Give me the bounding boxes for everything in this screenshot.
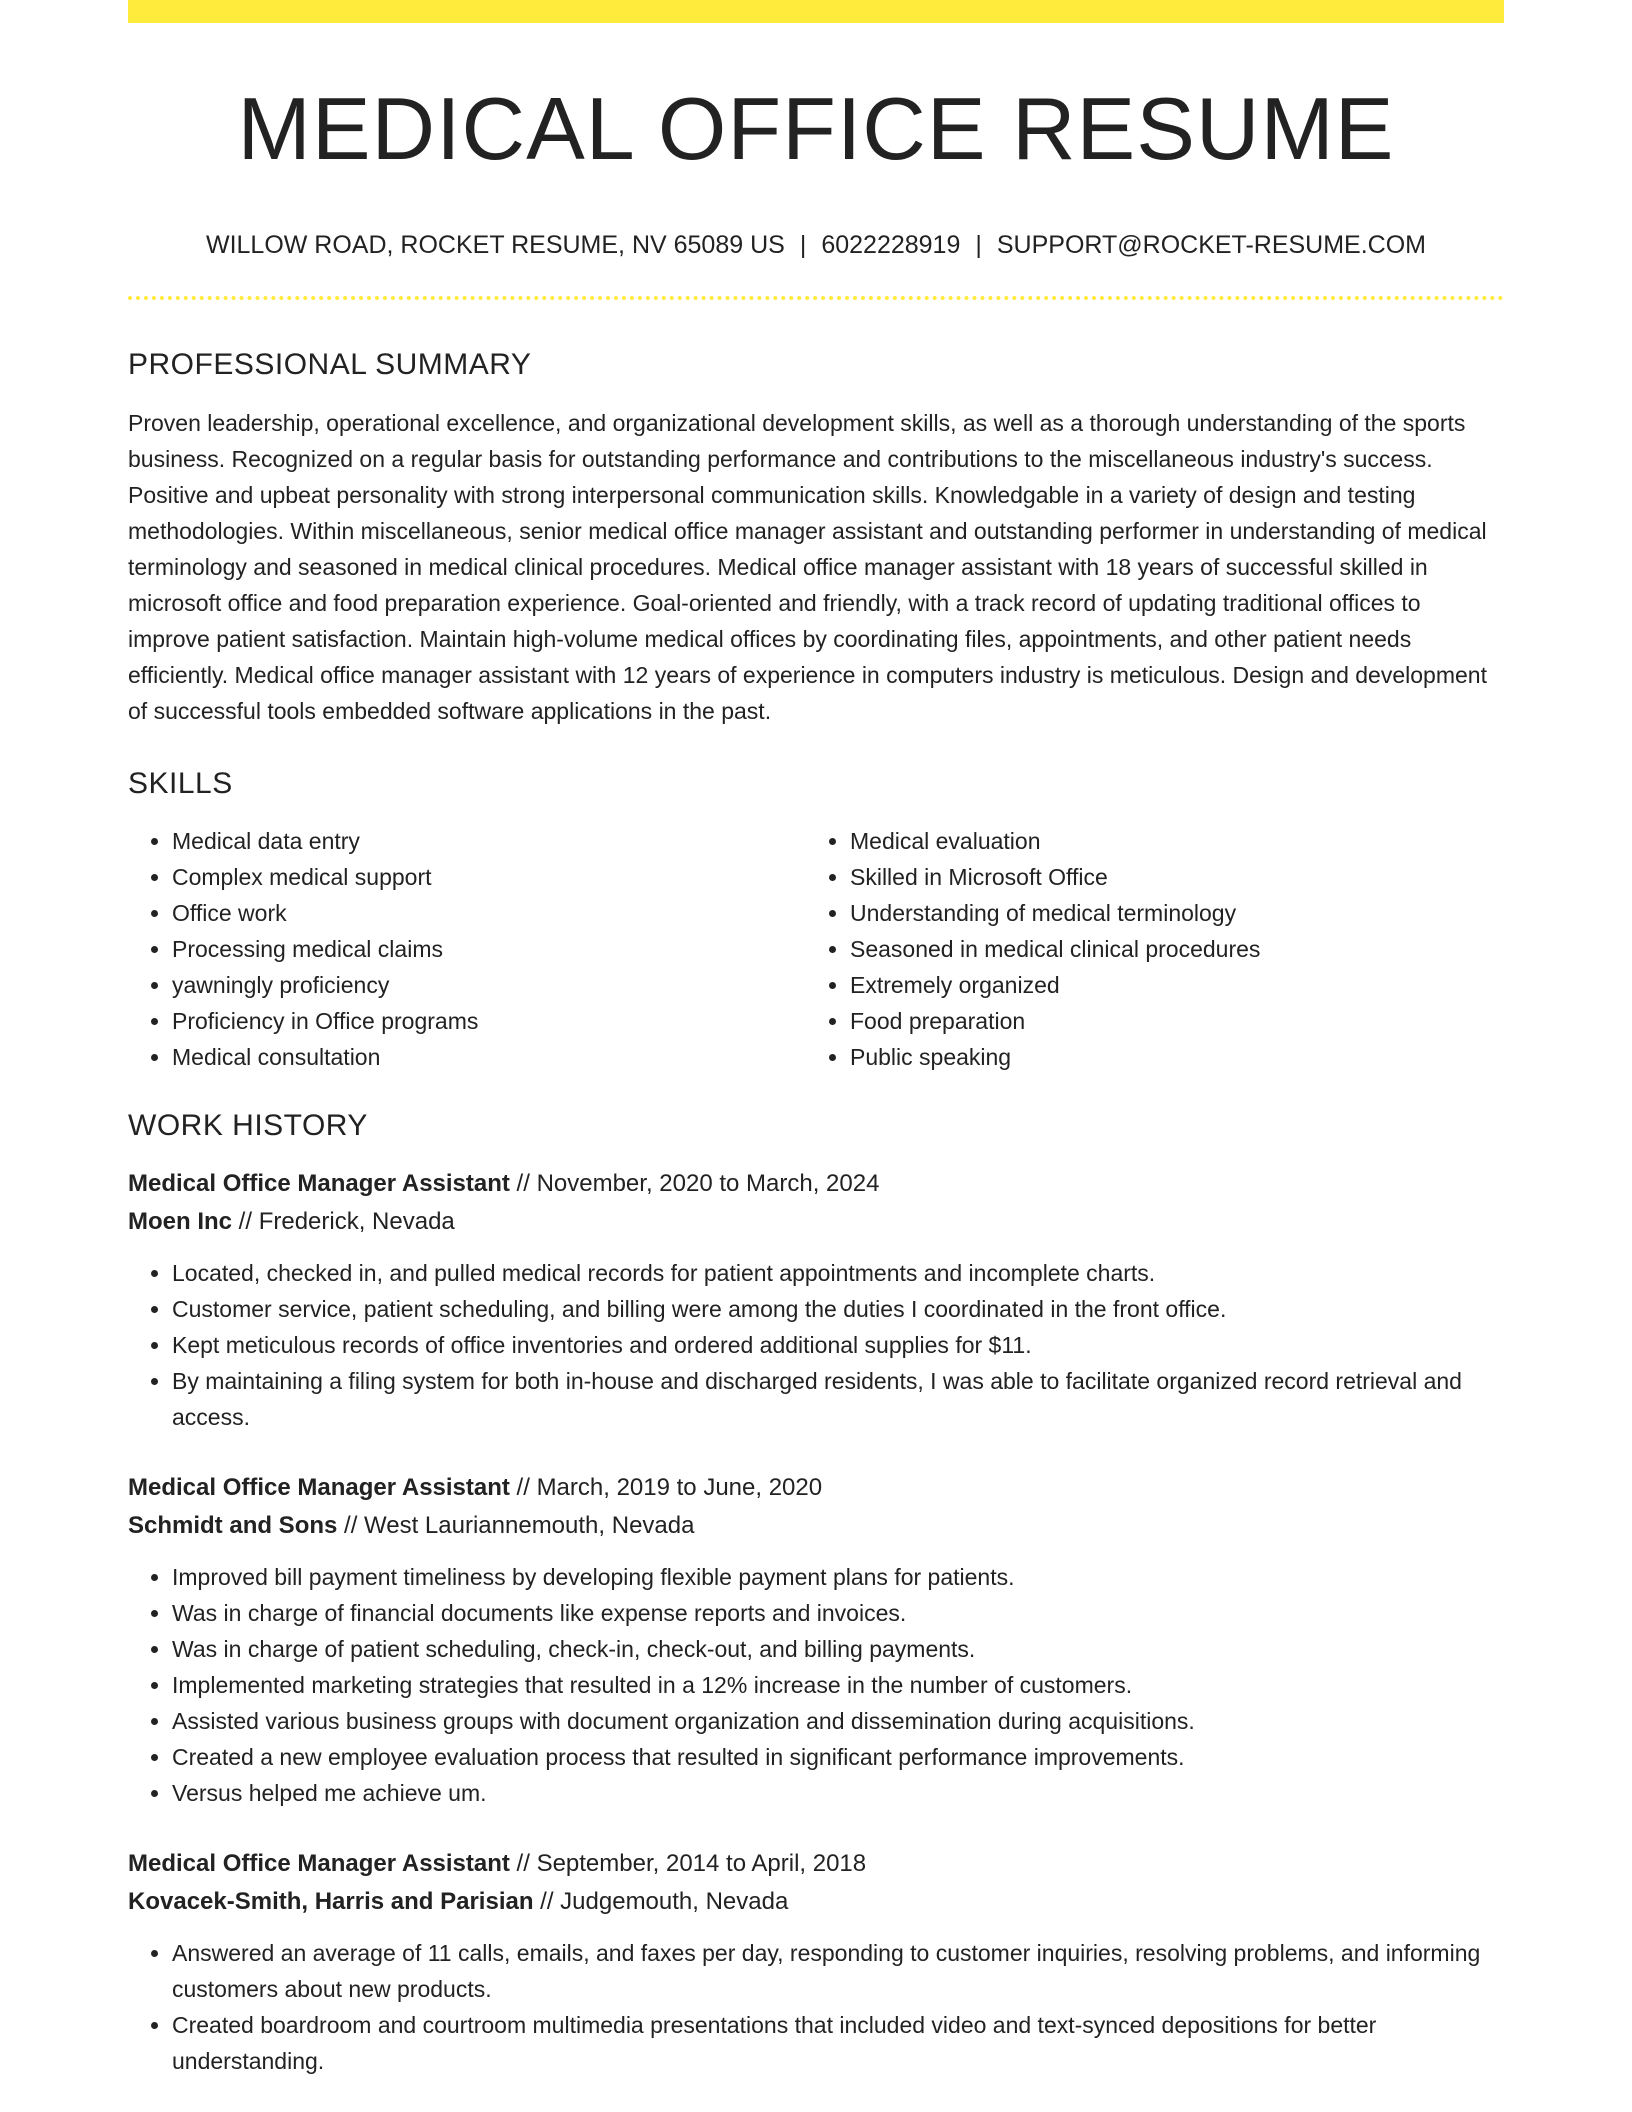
job-dates: // November, 2020 to March, 2024 — [509, 1170, 880, 1197]
job-title: Medical Office Manager Assistant — [128, 1850, 510, 1877]
skill-item: • Proficiency in Office programs — [172, 1003, 806, 1039]
duty-item: • Versus helped me achieve um. — [172, 1775, 1504, 1811]
duty-item: • Kept meticulous records of office inventories and ordered additional supplies for $11. — [172, 1327, 1504, 1363]
resume-title: MEDICAL OFFICE RESUME — [237, 79, 1395, 178]
duty-item: • By maintaining a filing system for both in-house and discharged residents, I was able to facilitate organized record retrieval and access. — [172, 1363, 1504, 1435]
skill-item: • Medical consultation — [172, 1039, 806, 1075]
top-accent-bar — [128, 0, 1504, 23]
duty-item: • Was in charge of patient scheduling, check-in, check-out, and billing payments. — [172, 1631, 1504, 1667]
summary-heading: PROFESSIONAL SUMMARY — [128, 348, 532, 381]
skill-item: • Complex medical support — [172, 859, 806, 895]
resume-page — [128, 0, 1504, 2079]
contact-phone: 6022228919 — [821, 231, 961, 259]
job-company: Kovacek-Smith, Harris and Parisian — [128, 1888, 534, 1915]
job-title-line — [128, 1845, 1504, 1883]
job-title-line — [128, 1469, 1504, 1507]
duty-item: • Located, checked in, and pulled medical records for patient appointments and incomplete charts. — [172, 1255, 1504, 1291]
duty-item: • Answered an average of 11 calls, emails, and faxes per day, responding to customer inquiries, resolving problems, and informing customers about new products. — [172, 1935, 1504, 2007]
skill-item: • Office work — [172, 895, 806, 931]
skill-item: • Public speaking — [850, 1039, 1484, 1075]
job-title: Medical Office Manager Assistant — [128, 1474, 510, 1501]
job-location: // Frederick, Nevada — [232, 1208, 455, 1235]
duty-item: • Improved bill payment timeliness by developing flexible payment plans for patients. — [172, 1559, 1504, 1595]
duty-item: • Created boardroom and courtroom multimedia presentations that included video and text-synced depositions for better understanding. — [172, 2007, 1504, 2079]
duty-item: • Assisted various business groups with document organization and dissemination during acquisitions. — [172, 1703, 1504, 1739]
job-duties — [128, 1255, 1504, 1435]
duty-item: • Customer service, patient scheduling, and billing were among the duties I coordinated in the front office. — [172, 1291, 1504, 1327]
skill-item: • Food preparation — [850, 1003, 1484, 1039]
skills-list — [128, 823, 1504, 1075]
skills-heading: SKILLS — [128, 767, 233, 800]
job-company-line — [128, 1883, 1504, 1921]
skill-item: • Medical data entry — [172, 823, 806, 859]
job-company-line — [128, 1203, 1504, 1241]
contact-line — [128, 233, 1504, 258]
skill-item: • Medical evaluation — [850, 823, 1484, 859]
skill-item: • yawningly proficiency — [172, 967, 806, 1003]
dotted-divider — [128, 296, 1504, 300]
job-entry — [128, 1165, 1504, 1435]
job-title: Medical Office Manager Assistant — [128, 1170, 510, 1197]
job-location: // West Lauriannemouth, Nevada — [337, 1512, 695, 1539]
duty-item: • Implemented marketing strategies that resulted in a 12% increase in the number of customers. — [172, 1667, 1504, 1703]
job-title-line — [128, 1165, 1504, 1203]
skill-item: • Understanding of medical terminology — [850, 895, 1484, 931]
summary-text: Proven leadership, operational excellence, and organizational development skills, as well as a thorough understanding of the sports business. Recognized on a regular basis for outstanding performance and contributions to the miscellaneous industry's success. Positive and upbeat personality with strong interpersonal communication skills. Knowledgable in a variety of design and testing methodologies. Within miscellaneous, senior medical office manager assistant and outstanding performer in understanding of medical terminology and seasoned in medical clinical procedures. Medical office manager assistant with 18 years of successful skilled in microsoft office and food preparation experience. Goal-oriented and friendly, with a track record of updating traditional offices to improve patient satisfaction. Maintain high-volume medical offices by coordinating files, appointments, and other patient needs efficiently. Medical office manager assistant with 12 years of experience in computers industry is meticulous. Design and development of successful tools embedded software applications in the past. — [128, 410, 1487, 724]
job-entry — [128, 1469, 1504, 1811]
duty-item: • Was in charge of financial documents like expense reports and invoices. — [172, 1595, 1504, 1631]
job-company: Moen Inc — [128, 1208, 233, 1235]
skill-item: • Processing medical claims — [172, 931, 806, 967]
contact-email: SUPPORT@ROCKET-RESUME.COM — [996, 231, 1427, 259]
work-history-heading: WORK HISTORY — [128, 1109, 368, 1142]
job-duties — [128, 1935, 1504, 2079]
skills-column-right — [806, 823, 1484, 1075]
contact-address: WILLOW ROAD, ROCKET RESUME, NV 65089 US — [205, 231, 785, 259]
skill-item: • Skilled in Microsoft Office — [850, 859, 1484, 895]
skill-item: • Seasoned in medical clinical procedures — [850, 931, 1484, 967]
job-location: // Judgemouth, Nevada — [533, 1888, 789, 1915]
duty-item: • Created a new employee evaluation process that resulted in significant performance improvements. — [172, 1739, 1504, 1775]
skills-column-left — [128, 823, 806, 1075]
job-company: Schmidt and Sons — [128, 1512, 338, 1539]
job-duties — [128, 1559, 1504, 1811]
job-dates: // March, 2019 to June, 2020 — [509, 1474, 823, 1501]
job-entry — [128, 1845, 1504, 2079]
contact-separator: | — [975, 231, 982, 259]
contact-separator: | — [799, 231, 807, 259]
job-dates: // September, 2014 to April, 2018 — [509, 1850, 867, 1877]
skill-item: • Extremely organized — [850, 967, 1484, 1003]
job-company-line — [128, 1507, 1504, 1545]
